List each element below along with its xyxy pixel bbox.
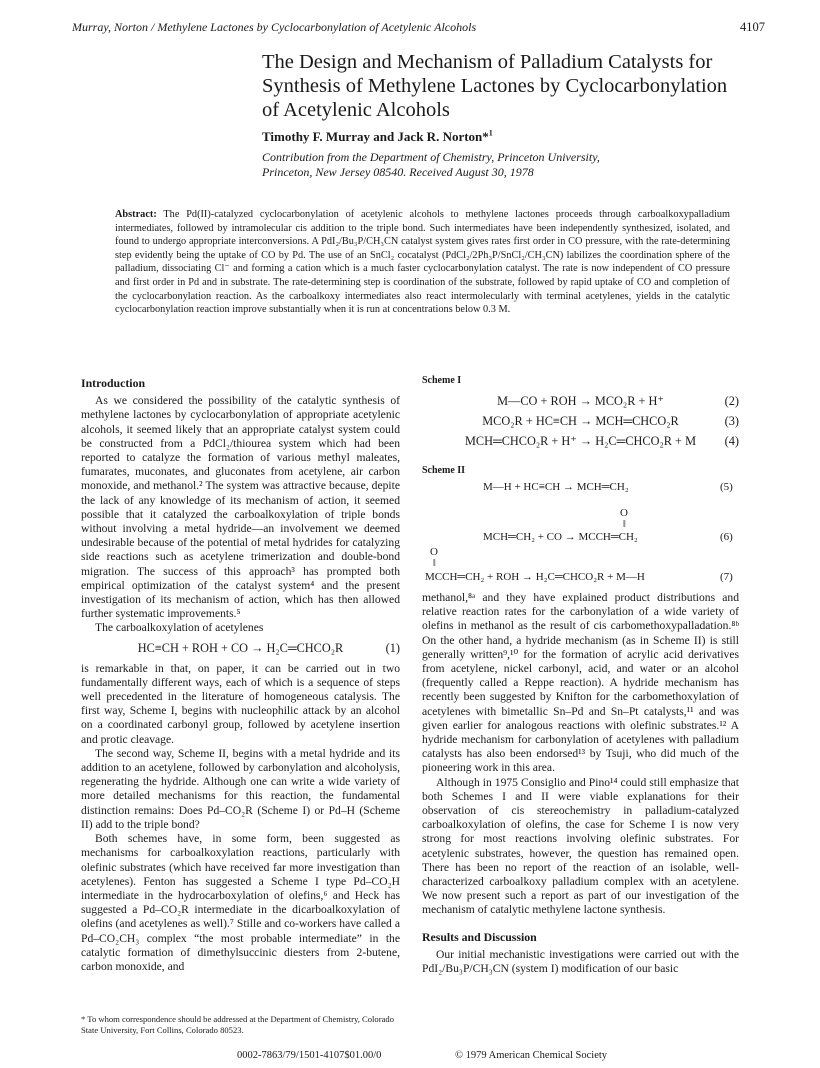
page-number: 4107 bbox=[740, 20, 765, 34]
equation-3-number: (3) bbox=[724, 414, 739, 429]
running-head: Murray, Norton / Methylene Lactones by Cyclocarbonylation of Acetylenic Alcohols bbox=[72, 20, 477, 34]
equation-3 bbox=[422, 414, 739, 432]
equation-2-text: M—CO + ROH → MCO₂R + H⁺ bbox=[497, 394, 664, 409]
equation-2 bbox=[422, 394, 739, 412]
equation-1 bbox=[81, 641, 400, 659]
equation-5-number: (5) bbox=[720, 481, 733, 493]
abstract bbox=[115, 208, 730, 317]
equation-4 bbox=[422, 434, 739, 452]
affiliation bbox=[262, 150, 732, 180]
copyright: © 1979 American Chemical Society bbox=[455, 1050, 608, 1061]
right-paragraph-3: Our initial mechanistic investigations were carried out with the PdI₂/Bu₃P/CH₃CN (system I) modification of our basic bbox=[422, 947, 739, 976]
equation-6-double-bond-mark: ‖ bbox=[623, 519, 626, 530]
scheme-1-label: Scheme I bbox=[422, 375, 462, 386]
introduction-heading: Introduction bbox=[81, 376, 146, 390]
right-paragraph-1: methanol,⁸ᵃ and they have explained product distributions and relative reaction rates for the carbonylation of a wide variety of olefins in methanol as the result of cis carbomethoxypalladation.⁸ᵇ On the other hand, a hydride mechanism (as in Scheme II) is still generally written⁹,¹⁰ for the formation of acrylic acid derivatives from acetylene, nickel carbonyl, acid, and water or an alcohol (frequently called a Reppe reaction). A hydride mechanism has recently been suggested by Knifton for the carbomethoxylation of acetylenes with bimetallic Sn–Pd and Sn–Pt catalysts,¹¹ and was given earlier for analogous reactions with olefinic substrates.¹² A hydride mechanism for carbonylation of acetylenes with palladium catalysts has also been endorsed¹³ by Tsuji, who did much of the pioneering work in this area. bbox=[422, 591, 739, 775]
intro-paragraph-4: The second way, Scheme II, begins with a metal hydride and its addition to an acetylene, followed by carbonylation and alcoholysis, regenerating the hydride. Although one can write a wide variety of more detailed mechanisms for this reaction, the fundamental distinction remains: Does Pd–CO₂R (Scheme I) or Pd–H (Scheme II) add to the triple bond? bbox=[81, 746, 400, 831]
correspondence-footnote: * To whom correspondence should be addressed at the Department of Chemistry, Colorado State University, Fort Collins, Colorado 80523. bbox=[81, 1014, 394, 1035]
equation-4-number: (4) bbox=[724, 434, 739, 449]
equation-6-number: (6) bbox=[720, 531, 733, 543]
author-footnote-mark: 1 bbox=[488, 128, 493, 138]
equation-3-text: MCO₂R + HC≡CH → MCH═CHCO₂R bbox=[482, 414, 679, 429]
equation-7-double-bond-mark: ‖ bbox=[433, 558, 436, 569]
authors: Timothy F. Murray and Jack R. Norton* bbox=[262, 129, 489, 144]
equation-6-carbonyl-o: O bbox=[620, 507, 628, 519]
intro-paragraph-1: As we considered the possibility of the catalytic synthesis of methylene lactones by cyclocarbonylation of appropriate acetylenic alcohols, it seemed likely that an appropriate catalyst system could be constructed from a PdCl₂/thiourea system which had been reported to catalyze the formation of various methyl maleates, fumarates, muconates, and gluconates from acetylene, air carbon monoxide, and methanol.² The system was attractive because, depite the lack of any knowledge of its mechanism of action, it seemed possible that it catalyzed the carboalkoxylation of triple bonds without involving a metal hydride—an involvement we deemed undesirable because of the potential of metal hydrides for catalyzing side reactions such as acetylene trimerization and double-bond migration. The success of this approach³ has prompted both empirical optimization of the catalyst system⁴ and the present investigation of its mechanism of action, which has then allowed further systematic improvements.⁵ bbox=[81, 394, 400, 621]
equation-2-number: (2) bbox=[724, 394, 739, 409]
intro-paragraph-2: The carboalkoxylation of acetylenes bbox=[95, 621, 264, 635]
abstract-text: The Pd(II)-catalyzed cyclocarbonylation of acetylenic alcohols to methylene lactones proceeds through carboalkoxypalladium intermediates, followed by intramolecular cis addition to the triple bond. Such intermediates have been independently synthesized, isolated, and found to undergo appropriate interconversions. A PdI₂/Bu₃P/CH₃CN catalyst system gives rates first order in CO pressure, with the rate-determining step evidently being the uptake of CO by Pd. The use of an SnCl₂ cocatalyst (PdCl₂/2Ph₃P/SnCl₂/CH₃CN) labilizes the coordination sphere of the palladium, dissociating Cl⁻ and forming a cation which is a much faster cyclocarbonylation catalyst. The rate is now independent of CO pressure and first order in Pd and in substrate. The rate-determining step is coordination of the substrate, followed by rapid uptake of CO and completion of the cyclocarbonylation reaction. As the carboalkoxy intermediates also react intermolecularly with terminal acetylenes, yields in the catalytic cyclocarbonylation reaction improve substantially when it is run at concentrations below 0.3 M. bbox=[115, 209, 730, 316]
affiliation-line-2: Princeton, New Jersey 08540. Received August 30, 1978 bbox=[262, 165, 534, 179]
equation-1-number: (1) bbox=[385, 640, 400, 655]
intro-paragraph-5: Both schemes have, in some form, been suggested as mechanisms for carboalkoxylation reactions, particularly with olefinic substrates (which have received far more investigation than acetylenes). Fenton has suggested a Scheme I type Pd–CO₂H intermediate in the hydrocarboxylation of olefins,⁶ and Heck has suggested a Pd–CO₂R intermediate in the dicarboalkoxylation of olefins (and acetylenes as well).⁷ Stille and co-workers have called a Pd–CO₂CH₃ complex “the most probable intermediate” in the catalytic formation of dimethylsuccinic diesters from 2-butene, carbon monoxide, and bbox=[81, 832, 400, 973]
intro-paragraph-3: is remarkable in that, on paper, it can be carried out in two fundamentally different ways, each of which is a sequence of steps well precedented in the literature of homogeneous catalysis. The first way, Scheme I, begins with nucleophilic attack by an alcohol on a coordinated carbonyl group, followed by acetylene insertion and protic cleavage. bbox=[81, 661, 400, 746]
right-paragraph-2: Although in 1975 Consiglio and Pino¹⁴ could still emphasize that both Schemes I and II were viable explanations for their observation of cis stereochemistry in palladium-catalyzed carboalkoxylation of olefins, the case for Scheme I is now very strong for most reactions involving olefinic substrates. For acetylenic substrates, however, the question has remained open. There has been no report of the reaction of an isolable, well-characterized carboalkoxy palladium complex with an acetylene. We now present such a report as part of our investigation of the mechanism of catalytic methylene lactone synthesis. bbox=[422, 775, 739, 917]
equation-5-text: M—H + HC≡CH → MCH═CH₂ bbox=[483, 481, 629, 493]
abstract-label: Abstract: bbox=[115, 209, 157, 220]
article-title: The Design and Mechanism of Palladium Catalysts for Synthesis of Methylene Lactones by Cyclocarbonylation of Acetylenic Alcohols bbox=[262, 51, 728, 121]
left-column bbox=[81, 376, 400, 974]
schemes-block bbox=[422, 374, 739, 478]
results-heading: Results and Discussion bbox=[422, 929, 537, 944]
equation-7-number: (7) bbox=[720, 571, 733, 583]
right-column bbox=[422, 591, 739, 976]
equation-1-text: HC≡CH + ROH + CO → H₂C═CHCO₂R bbox=[137, 640, 344, 655]
equation-7-carbonyl-o: O bbox=[430, 546, 438, 558]
equation-7-text: MCCH═CH₂ + ROH → H₂C═CHCO₂R + M—H bbox=[425, 571, 645, 583]
author-line bbox=[262, 129, 493, 145]
affiliation-line-1: Contribution from the Department of Chemistry, Princeton University, bbox=[262, 150, 600, 164]
journal-code: 0002-7863/79/1501-4107$01.00/0 bbox=[237, 1050, 382, 1061]
scheme-2-label: Scheme II bbox=[422, 465, 466, 477]
equation-4-text: MCH═CHCO₂R + H⁺ → H₂C═CHCO₂R + M bbox=[464, 434, 697, 449]
equation-6-text: MCH═CH₂ + CO → MCCH═CH₂ bbox=[483, 531, 638, 543]
